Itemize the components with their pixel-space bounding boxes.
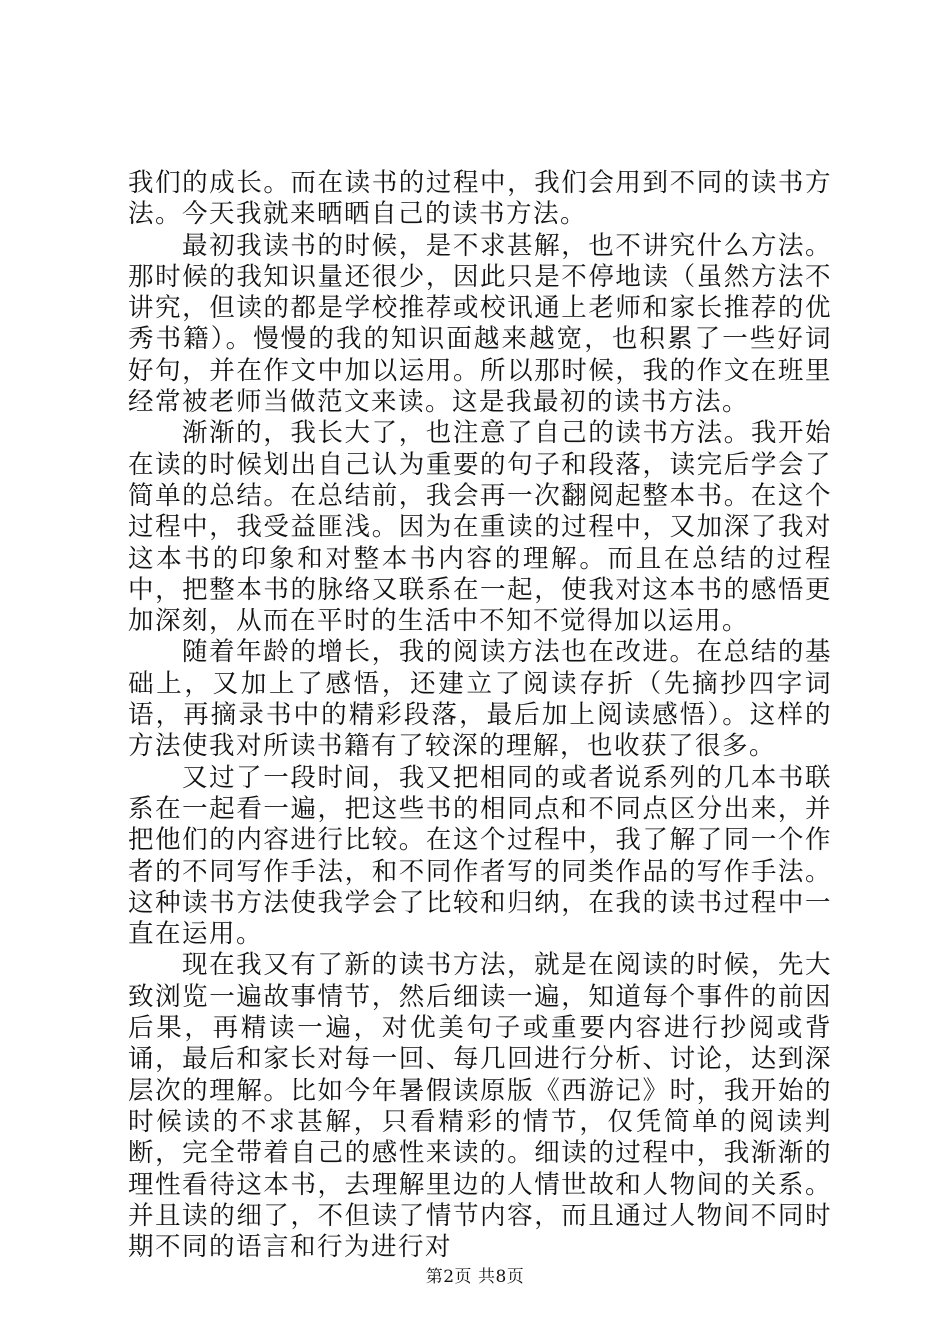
paragraph-current-method: 现在我又有了新的读书方法，就是在阅读的时候，先大致浏览一遍故事情节，然后细读一遍，知道每个事件的前因后果，再精读一遍，对优美句子或重要内容进行抄阅或背诵，最后和家长对每一回、每几回进行分析、讨论，达到深层次的理解。比如今年暑假读原版《西游记》时，我开始的时候读的不求甚解，只看精彩的情节，仅凭简单的阅读判断，完全带着自己的感性来读的。细读的过程中，我渐渐的理性看待这本书，去理解里边的人情世故和人物间的关系。并且读的细了，不但读了情节内容，而且通过人物间不同时期不同的语言和行为进行对 — [128, 950, 832, 1263]
paragraph-comparison-method: 又过了一段时间，我又把相同的或者说系列的几本书联系在一起看一遍，把这些书的相同点和不同点区分出来，并把他们的内容进行比较。在这个过程中，我了解了同一个作者的不同写作手法，和不同作者写的同类作品的写作手法。这种读书方法使我学会了比较和归纳，在我的读书过程中一直在运用。 — [128, 762, 832, 950]
paragraph-reading-passbook: 随着年龄的增长，我的阅读方法也在改进。在总结的基础上，又加上了感悟，还建立了阅读存折（先摘抄四字词语，再摘录书中的精彩段落，最后加上阅读感悟）。这样的方法使我对所读书籍有了较深的理解，也收获了很多。 — [128, 637, 832, 762]
body-text — [128, 168, 832, 1263]
paragraph-summary-method: 渐渐的，我长大了，也注意了自己的读书方法。我开始在读的时候划出自己认为重要的句子和段落，读完后学会了简单的总结。在总结前，我会再一次翻阅起整本书。在这个过程中，我受益匪浅。因为在重读的过程中，又加深了我对这本书的印象和对整本书内容的理解。而且在总结的过程中，把整本书的脉络又联系在一起，使我对这本书的感悟更加深刻，从而在平时的生活中不知不觉得加以运用。 — [128, 418, 832, 637]
page-footer: 第2页 共8页 — [425, 1267, 525, 1287]
paragraph-continuation: 我们的成长。而在读书的过程中，我们会用到不同的读书方法。今天我就来晒晒自己的读书方法。 — [128, 168, 832, 230]
paragraph-initial-method: 最初我读书的时候，是不求甚解，也不讲究什么方法。那时候的我知识量还很少，因此只是不停地读（虽然方法不讲究，但读的都是学校推荐或校讯通上老师和家长推荐的优秀书籍）。慢慢的我的知识面越来越宽，也积累了一些好词好句，并在作文中加以运用。所以那时候，我的作文在班里经常被老师当做范文来读。这是我最初的读书方法。 — [128, 230, 832, 418]
